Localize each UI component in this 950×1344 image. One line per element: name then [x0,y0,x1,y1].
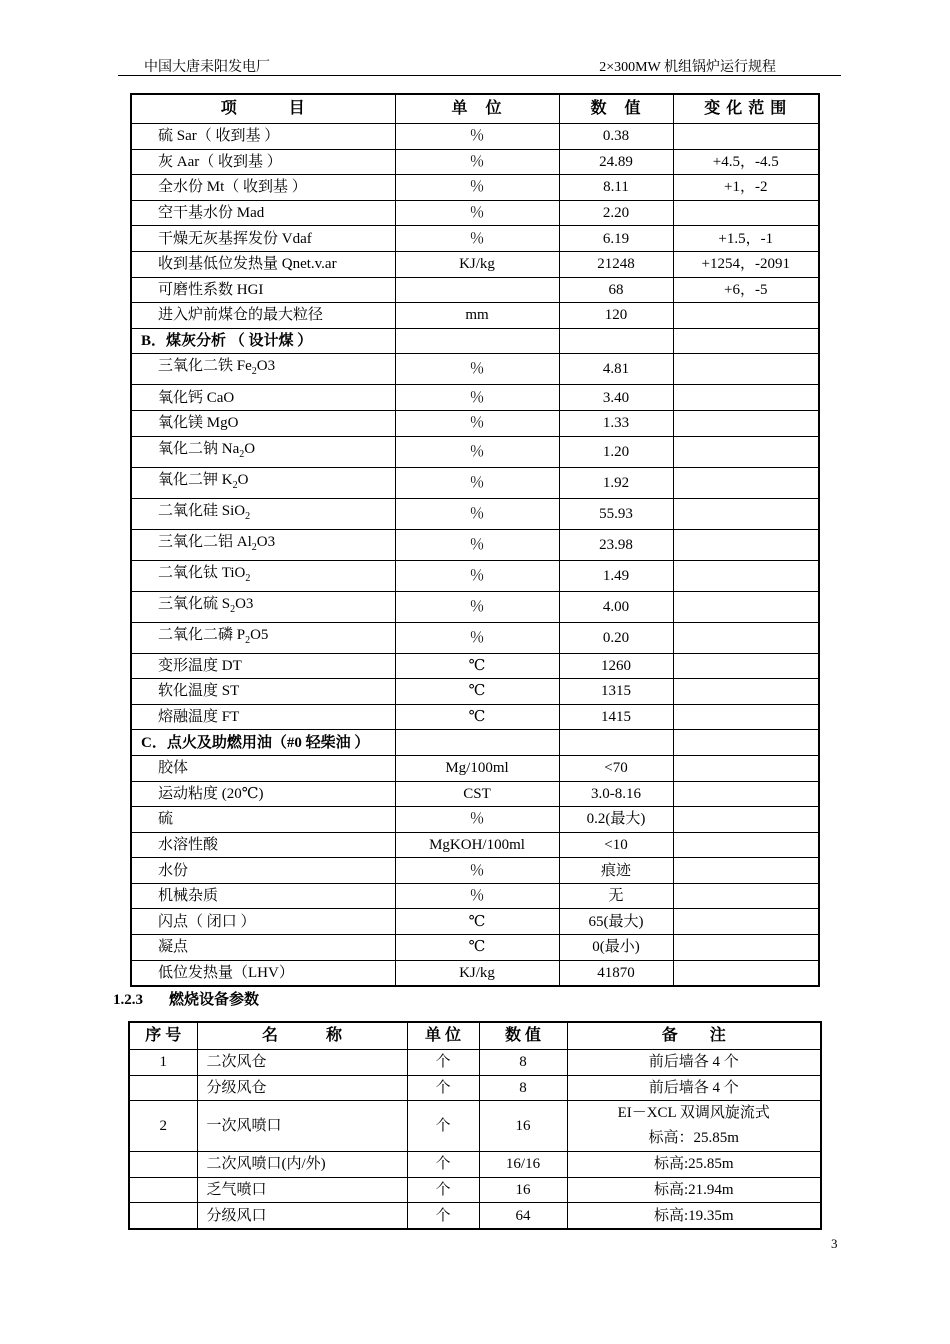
item-unit: ℃ [395,909,559,935]
item-value: 1.33 [559,410,673,436]
item-name-suffix: O [244,440,256,457]
item-unit: ％ [395,560,559,591]
item-value: 1315 [559,679,673,705]
item-value: 21248 [559,251,673,277]
item-range [673,303,819,329]
item-unit: mm [395,303,559,329]
item-unit: ％ [395,858,559,884]
item-value: 0(最小) [559,935,673,961]
row-name: 分级风口 [197,1203,407,1229]
item-range [673,832,819,858]
row-note [567,1101,821,1152]
item-value: 23.98 [559,529,673,560]
item-range [673,883,819,909]
item-name: 机械杂质 [131,883,395,909]
item-name-suffix: O5 [250,626,269,643]
fuel-analysis-table [130,93,820,987]
table-row [131,175,819,201]
item-range [673,560,819,591]
row-value: 16/16 [479,1152,567,1178]
table-row [129,1203,821,1229]
item-name: 水溶性酸 [131,832,395,858]
item-value: 8.11 [559,175,673,201]
item-name-subscript: 2 [230,603,236,615]
item-value: 3.0-8.16 [559,781,673,807]
item-unit: ％ [395,467,559,498]
table-row [131,200,819,226]
row-note [567,1152,821,1178]
item-range [673,781,819,807]
item-unit: ％ [395,385,559,411]
table-row [129,1050,821,1076]
item-range [673,498,819,529]
item-name [131,622,395,653]
item-range [673,436,819,467]
item-name-subscript: 2 [232,479,238,491]
table-header-row [131,94,819,124]
item-unit: ％ [395,410,559,436]
item-value: 1.20 [559,436,673,467]
item-name-subscript: 2 [245,572,251,584]
section-number: 1.2.3 [113,992,143,1008]
table-row [131,807,819,833]
header-no: 序 号 [129,1022,197,1050]
item-range: +1，-2 [673,175,819,201]
item-unit: ％ [395,529,559,560]
table-row [131,679,819,705]
item-unit: Mg/100ml [395,755,559,781]
row-note [567,1075,821,1101]
row-note [567,1050,821,1076]
item-value: 4.81 [559,354,673,385]
row-value: 8 [479,1050,567,1076]
item-name: 灰 Aar（ 收到基 ） [131,149,395,175]
table-row [131,960,819,986]
item-name: 硫 Sar（ 收到基 ） [131,124,395,150]
row-value: 16 [479,1101,567,1152]
item-value: 1260 [559,653,673,679]
item-range [673,704,819,730]
table-row [131,832,819,858]
section-label: C．点火及助燃用油（#0 轻柴油 ） [131,730,395,756]
row-name: 分级风仓 [197,1075,407,1101]
header-doc-title: 2×300MW 机组锅炉运行规程 [599,60,776,75]
header-range: 变 化 范 围 [673,94,819,124]
item-value: <70 [559,755,673,781]
item-unit: ％ [395,226,559,252]
item-name-subscript: 2 [251,366,257,378]
item-name: 收到基低位发热量 Qnet.v.ar [131,251,395,277]
table-row [131,909,819,935]
item-name [131,498,395,529]
item-name: 胶体 [131,755,395,781]
item-unit: ％ [395,124,559,150]
row-name: 二次风喷口(内/外) [197,1152,407,1178]
table-row [131,622,819,653]
table-row [129,1177,821,1203]
item-name-subscript: 2 [245,510,251,522]
item-unit: MgKOH/100ml [395,832,559,858]
table-row [131,560,819,591]
item-value: 1.92 [559,467,673,498]
item-range [673,622,819,653]
item-name-suffix: O3 [256,533,276,550]
item-range [673,935,819,961]
item-name: 硫 [131,807,395,833]
item-unit: ％ [395,622,559,653]
item-name-text: 二氧化钛 TiO [158,564,246,581]
note-line: 标高:21.94m [653,1182,734,1199]
row-note [567,1203,821,1229]
table-row [131,149,819,175]
item-value: 68 [559,277,673,303]
header-value: 数 值 [559,94,673,124]
item-unit: ℃ [395,679,559,705]
item-unit: ℃ [395,704,559,730]
item-name: 软化温度 ST [131,679,395,705]
row-name: 二次风仓 [197,1050,407,1076]
item-value: 4.00 [559,591,673,622]
item-name-suffix: O3 [235,595,254,612]
empty-cell [395,328,559,354]
header-note: 备 注 [567,1022,821,1050]
item-value: 0.38 [559,124,673,150]
item-value: 2.20 [559,200,673,226]
item-range: +1.5，-1 [673,226,819,252]
item-range [673,960,819,986]
section-row [131,328,819,354]
item-range [673,124,819,150]
row-value: 64 [479,1203,567,1229]
row-name: 一次风喷口 [197,1101,407,1152]
note-line: EI－XCL 双调风旋流式 [617,1105,770,1122]
item-name-suffix: O [237,471,249,488]
item-value: 24.89 [559,149,673,175]
item-value: 3.40 [559,385,673,411]
item-name-text: 二氧化硅 SiO [158,502,246,519]
item-unit [395,277,559,303]
table-row [131,303,819,329]
item-name: 低位发热量（LHV） [131,960,395,986]
item-unit: ％ [395,883,559,909]
item-unit: ％ [395,175,559,201]
empty-cell [673,328,819,354]
item-value: 1.49 [559,560,673,591]
item-range [673,385,819,411]
item-range [673,858,819,884]
item-name-subscript: 2 [239,448,245,460]
item-value: 41870 [559,960,673,986]
table-row [129,1152,821,1178]
item-range: +4.5，-4.5 [673,149,819,175]
table-row [131,436,819,467]
item-unit: KJ/kg [395,960,559,986]
table-row [131,781,819,807]
item-name-subscript: 2 [245,634,251,646]
row-number [129,1177,197,1203]
table-row [131,251,819,277]
note-line: 标高:19.35m [653,1207,734,1224]
row-unit: 个 [407,1203,479,1229]
row-unit: 个 [407,1177,479,1203]
item-name-text: 三氧化二铝 Al [158,533,252,550]
row-unit: 个 [407,1075,479,1101]
item-unit: ％ [395,591,559,622]
item-range [673,679,819,705]
table-row [131,226,819,252]
item-range [673,755,819,781]
page-number: 3 [831,1236,838,1251]
table-row [131,124,819,150]
item-range: +6，-5 [673,277,819,303]
table-row [131,653,819,679]
item-name-subscript: 2 [251,541,257,553]
table-row [131,935,819,961]
item-name: 水份 [131,858,395,884]
section-title: 燃烧设备参数 [169,992,260,1008]
item-value: 无 [559,883,673,909]
item-unit: ％ [395,807,559,833]
item-unit: KJ/kg [395,251,559,277]
item-name-text: 二氧化二磷 P [158,626,246,643]
item-name: 氧化镁 MgO [131,410,395,436]
row-number: 1 [129,1050,197,1076]
section-heading [113,988,259,1009]
note-line: 前后墙各 4 个 [648,1079,739,1096]
item-range [673,410,819,436]
table-row [131,385,819,411]
item-name: 凝点 [131,935,395,961]
item-value: 55.93 [559,498,673,529]
empty-cell [673,730,819,756]
section-row [131,730,819,756]
combustion-equipment-table [128,1021,822,1230]
header-item: 项 目 [131,94,395,124]
page-header [118,55,841,76]
item-range [673,467,819,498]
item-unit: ℃ [395,653,559,679]
table-row [131,704,819,730]
table-row [131,498,819,529]
item-range [673,354,819,385]
table-row [129,1075,821,1101]
item-value: <10 [559,832,673,858]
header-plant-name: 中国大唐耒阳发电厂 [144,60,270,75]
item-range [673,529,819,560]
table-row [131,467,819,498]
empty-cell [559,328,673,354]
item-name: 可磨性系数 HGI [131,277,395,303]
item-unit: ％ [395,354,559,385]
table-header-row [129,1022,821,1050]
item-name: 干燥无灰基挥发份 Vdaf [131,226,395,252]
item-unit: ％ [395,498,559,529]
row-value: 8 [479,1075,567,1101]
row-value: 16 [479,1177,567,1203]
item-value: 1415 [559,704,673,730]
item-name: 全水份 Mt（ 收到基 ） [131,175,395,201]
row-number: 2 [129,1101,197,1152]
item-range [673,591,819,622]
row-name: 乏气喷口 [197,1177,407,1203]
item-name: 变形温度 DT [131,653,395,679]
item-value: 痕迹 [559,858,673,884]
section-label: B．煤灰分析 （ 设计煤 ） [131,328,395,354]
header-unit: 单 位 [407,1022,479,1050]
table-row [131,529,819,560]
item-name-text: 三氧化二铁 Fe [158,358,252,375]
table-row [131,755,819,781]
item-value: 0.2(最大) [559,807,673,833]
item-unit: CST [395,781,559,807]
item-value: 0.20 [559,622,673,653]
item-unit: ％ [395,149,559,175]
item-value: 120 [559,303,673,329]
note-line: 前后墙各 4 个 [648,1054,739,1071]
item-range [673,909,819,935]
note-line: 标高:25.85m [653,1156,734,1173]
item-name-text: 三氧化硫 S [158,595,231,612]
item-range [673,653,819,679]
header-name: 名 称 [197,1022,407,1050]
item-name [131,529,395,560]
table-row [129,1101,821,1152]
item-name [131,467,395,498]
row-unit: 个 [407,1152,479,1178]
item-range [673,200,819,226]
table-row [131,883,819,909]
row-note [567,1177,821,1203]
item-name: 氧化钙 CaO [131,385,395,411]
header-value: 数 值 [479,1022,567,1050]
note-line: 标高：25.85m [648,1130,739,1147]
table-row [131,277,819,303]
item-name [131,436,395,467]
table-row [131,354,819,385]
item-name [131,591,395,622]
item-range: +1254，-2091 [673,251,819,277]
item-range [673,807,819,833]
row-number [129,1203,197,1229]
table-row [131,858,819,884]
table-row [131,410,819,436]
item-name [131,354,395,385]
item-name [131,560,395,591]
item-unit: ℃ [395,935,559,961]
row-unit: 个 [407,1101,479,1152]
row-unit: 个 [407,1050,479,1076]
empty-cell [395,730,559,756]
item-name-text: 氧化二钾 K [158,471,233,488]
table-row [131,591,819,622]
item-name: 进入炉前煤仓的最大粒径 [131,303,395,329]
row-number [129,1075,197,1101]
row-number [129,1152,197,1178]
item-name: 闪点（ 闭口 ） [131,909,395,935]
empty-cell [559,730,673,756]
item-name: 空干基水份 Mad [131,200,395,226]
item-name-suffix: O3 [256,358,276,375]
item-name: 熔融温度 FT [131,704,395,730]
item-value: 6.19 [559,226,673,252]
item-unit: ％ [395,200,559,226]
item-unit: ％ [395,436,559,467]
item-name-text: 氧化二钠 Na [158,440,240,457]
item-name: 运动粘度 (20℃) [131,781,395,807]
item-value: 65(最大) [559,909,673,935]
header-unit: 单 位 [395,94,559,124]
